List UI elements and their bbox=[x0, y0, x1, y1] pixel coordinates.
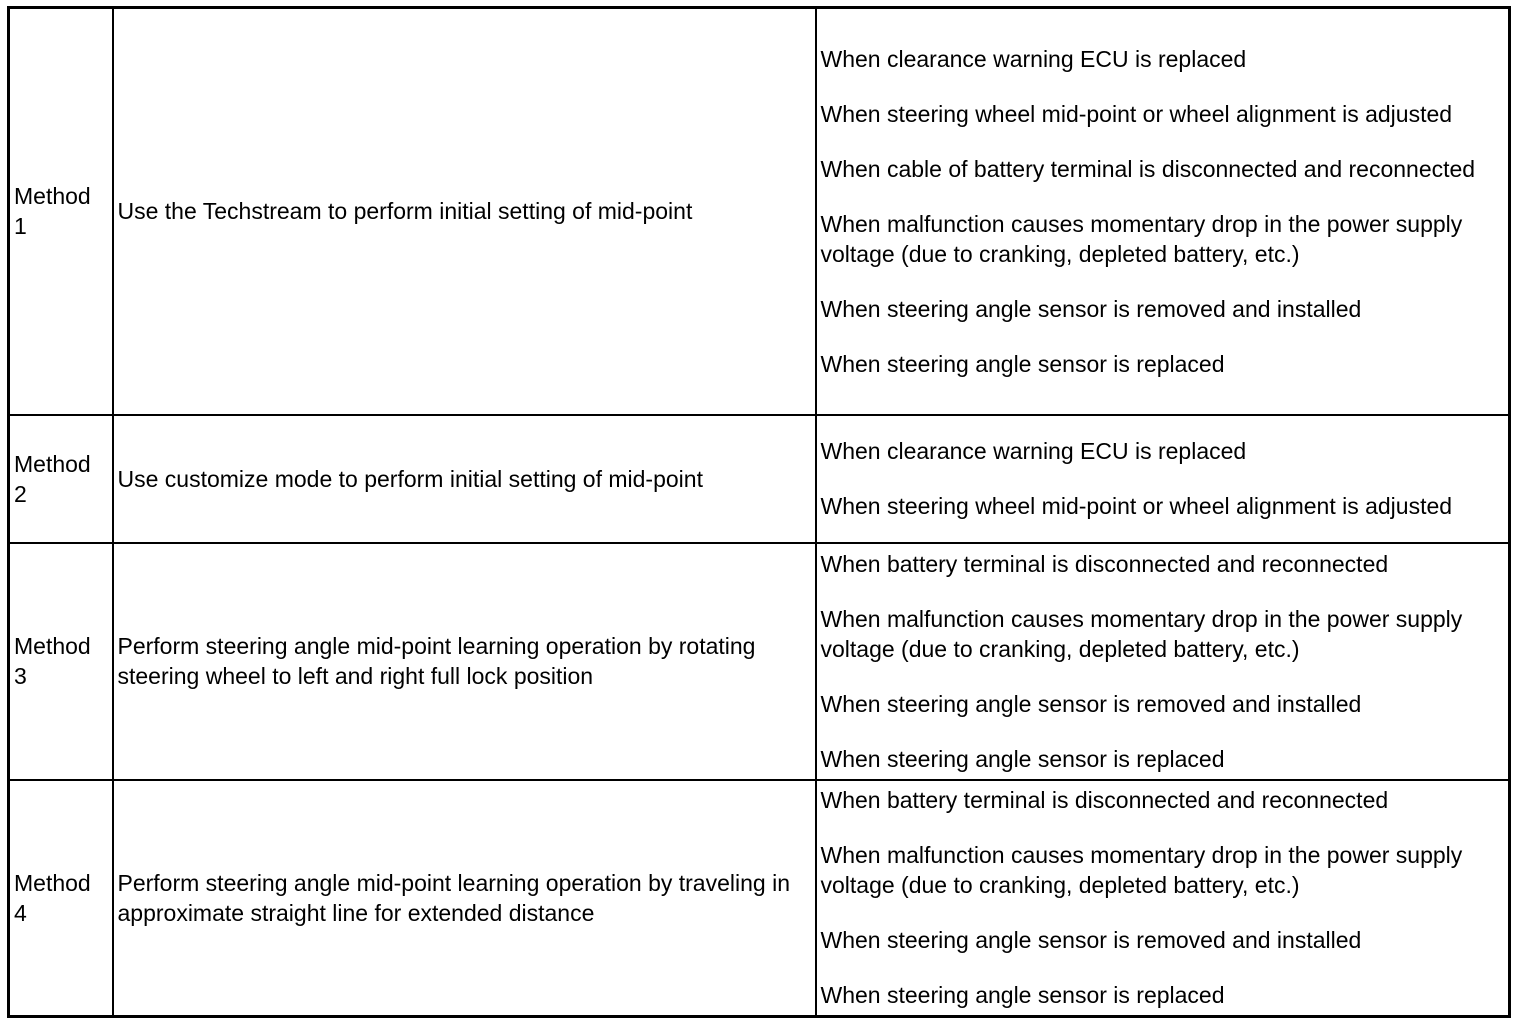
list-item: When steering angle sensor is removed and installed bbox=[820, 927, 1362, 954]
conditions-list bbox=[821, 785, 1505, 1010]
method-label: Method bbox=[14, 183, 91, 210]
description-cell: Use customize mode to perform initial setting of mid-point bbox=[113, 415, 816, 543]
method-label: Method bbox=[14, 633, 91, 659]
conditions-cell bbox=[816, 780, 1510, 1017]
description-cell: Perform steering angle mid-point learning operation by traveling in approximate straight line for extended distance bbox=[113, 780, 816, 1017]
conditions-list bbox=[821, 549, 1505, 774]
list-item: When malfunction causes momentary drop in the power supply voltage (due to cranking, depleted battery, etc.) bbox=[820, 605, 1463, 662]
list-item: When steering angle sensor is removed and installed bbox=[820, 690, 1362, 717]
method-number: 1 bbox=[14, 213, 27, 240]
list-item: When cable of battery terminal is disconnected and reconnected bbox=[820, 155, 1476, 182]
table-row bbox=[9, 780, 1510, 1017]
list-item: When clearance warning ECU is replaced bbox=[820, 438, 1247, 464]
conditions-list bbox=[821, 44, 1505, 379]
conditions-cell bbox=[816, 8, 1510, 415]
list-item: When malfunction causes momentary drop in the power supply voltage (due to cranking, depleted battery, etc.) bbox=[820, 842, 1463, 899]
method-cell bbox=[9, 780, 113, 1017]
method-label: Method bbox=[14, 869, 91, 896]
list-item: When battery terminal is disconnected and reconnected bbox=[820, 787, 1389, 814]
description-cell: Perform steering angle mid-point learning operation by rotating steering wheel to left and right full lock position bbox=[113, 543, 816, 780]
list-item: When steering angle sensor is replaced bbox=[820, 982, 1225, 1009]
method-cell bbox=[9, 415, 113, 543]
method-number: 3 bbox=[14, 663, 27, 689]
list-item: When steering wheel mid-point or wheel alignment is adjusted bbox=[820, 100, 1453, 127]
method-label: Method bbox=[14, 450, 91, 477]
conditions-cell bbox=[816, 415, 1510, 543]
table-row bbox=[9, 415, 1510, 543]
description-cell: Use the Techstream to perform initial setting of mid-point bbox=[113, 8, 816, 415]
method-cell bbox=[9, 8, 113, 415]
conditions-cell bbox=[816, 543, 1510, 780]
method-number: 2 bbox=[14, 480, 27, 507]
list-item: When malfunction causes momentary drop in the power supply voltage (due to cranking, depleted battery, etc.) bbox=[820, 210, 1463, 267]
table-row bbox=[9, 543, 1510, 780]
list-item: When steering angle sensor is removed and installed bbox=[820, 295, 1362, 322]
list-item: When steering wheel mid-point or wheel alignment is adjusted bbox=[820, 493, 1453, 519]
list-item: When steering angle sensor is replaced bbox=[820, 745, 1225, 772]
table-row bbox=[9, 8, 1510, 415]
list-item: When battery terminal is disconnected and reconnected bbox=[820, 550, 1389, 577]
list-item: When clearance warning ECU is replaced bbox=[820, 45, 1247, 72]
list-item: When steering angle sensor is replaced bbox=[820, 350, 1225, 377]
method-cell bbox=[9, 543, 113, 780]
methods-table bbox=[7, 6, 1511, 1018]
method-number: 4 bbox=[14, 899, 27, 926]
conditions-list bbox=[821, 436, 1505, 521]
